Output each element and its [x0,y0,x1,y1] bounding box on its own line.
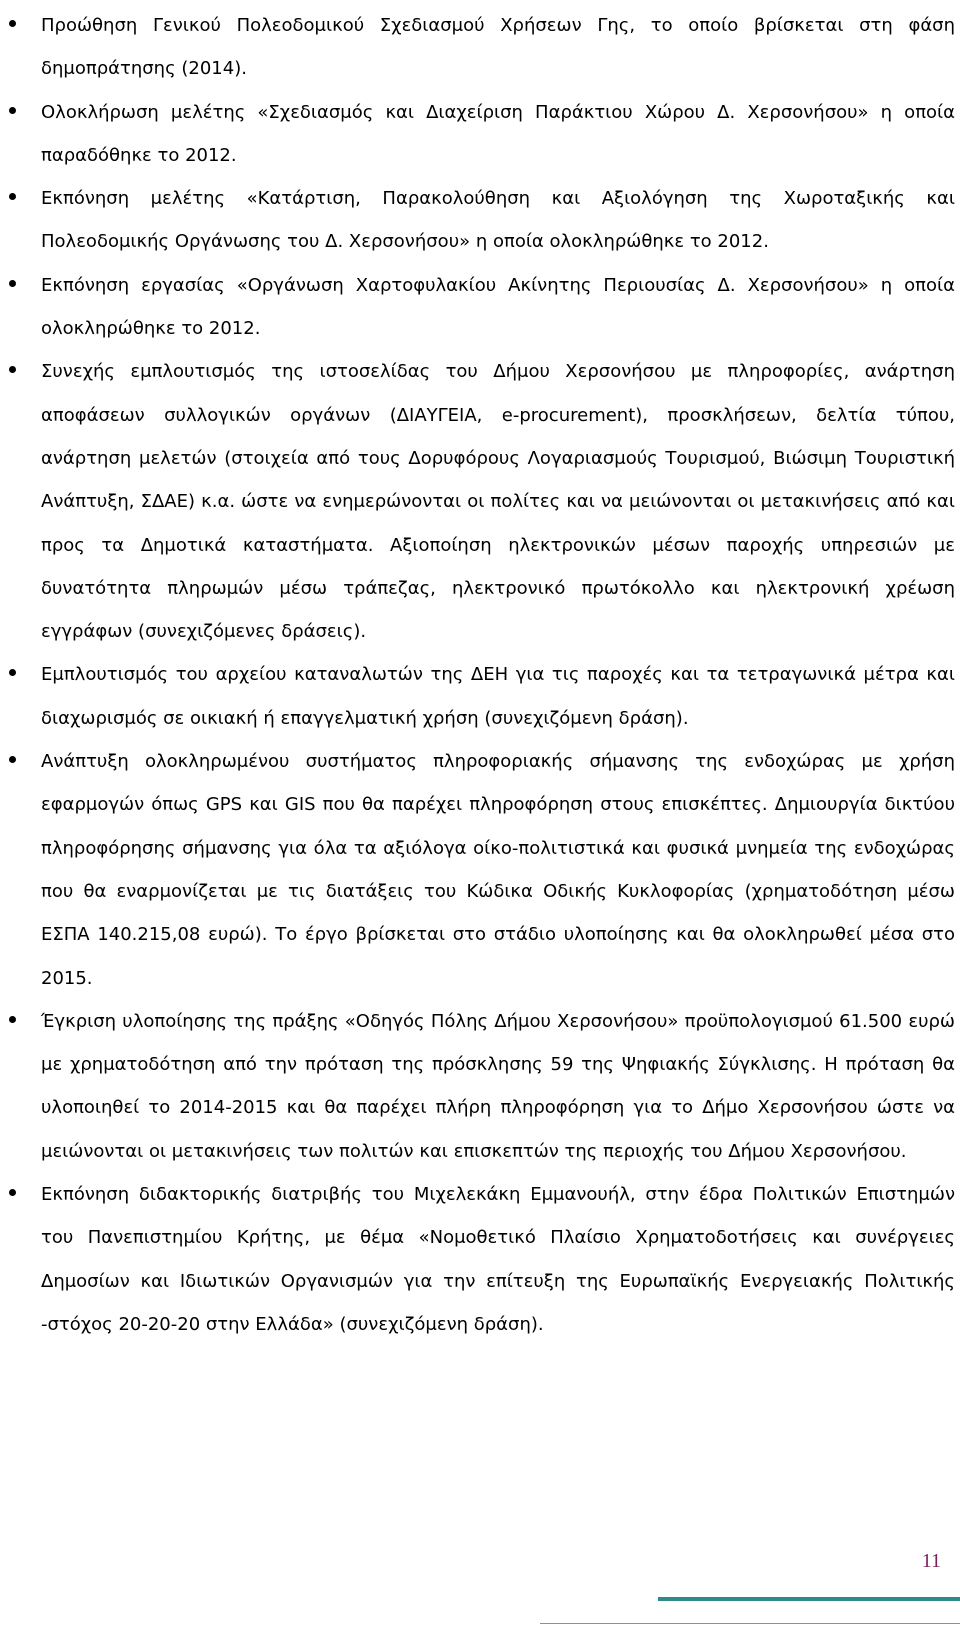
list-item-text: Εκπόνηση μελέτης «Κατάρτιση, Παρακολούθηση και Αξιολόγηση της Χωροταξικής και Πολεοδομικής Οργάνωσης του Δ. Χερσονήσου» η οποία ολοκληρώθηκε το 2012. [41,188,955,253]
bullet-list [0,4,960,1346]
bullet-icon [9,1016,16,1023]
bullet-icon [9,756,16,763]
list-item [0,1173,960,1346]
list-item-text: Προώθηση Γενικού Πολεοδομικού Σχεδιασμού Χρήσεων Γης, το οποίο βρίσκεται στη φάση δημοπράτησης (2014). [41,15,955,80]
list-item-text: Εμπλουτισμός του αρχείου καταναλωτών της ΔΕΗ για τις παροχές και τα τετραγωνικά μέτρα και διαχωρισμός σε οικιακή ή επαγγελματική χρήση (συνεχιζόμενη δράση). [41,664,955,729]
bullet-icon [9,280,16,287]
bullet-icon [9,107,16,114]
bullet-icon [9,20,16,27]
list-item [0,1000,960,1173]
list-item [0,4,960,91]
page-number: 11 [921,1550,941,1572]
list-item [0,177,960,264]
bullet-icon [9,669,16,676]
list-item-text: Εκπόνηση διδακτορικής διατριβής του Μιχελεκάκη Εμμανουήλ, στην έδρα Πολιτικών Επιστημών του Πανεπιστημίου Κρήτης, με θέμα «Νομοθετικό Πλαίσιο Χρηματοδοτήσεις και συνέργειες Δημοσίων και Ιδιωτικών Οργανισμών για την επίτευξη της Ευρωπαϊκής Ενεργειακής Πολιτικής -στόχος 20-20-20 στην Ελλάδα» (συνεχιζόμενη δράση). [41,1184,955,1335]
bullet-icon [9,1189,16,1196]
footer-divider [658,1597,960,1601]
list-item [0,350,960,653]
list-item [0,653,960,740]
list-item-text: Έγκριση υλοποίησης της πράξης «Οδηγός Πόλης Δήμου Χερσονήσου» προϋπολογισμού 61.500 ευρώ με χρηματοδότηση από την πρόταση της πρόσκλησης 59 της Ψηφιακής Σύγκλισης. Η πρόταση θα υλοποιηθεί το 2014-2015 και θα παρέχει πλήρη πληροφόρηση για το Δήμο Χερσονήσου ώστε να μειώνονται οι μετακινήσεις των πολιτών και επισκεπτών της περιοχής του Δήμου Χερσονήσου. [41,1010,955,1162]
list-item [0,740,960,1000]
list-item [0,264,960,351]
list-item [0,91,960,178]
list-item-text: Ανάπτυξη ολοκληρωμένου συστήματος πληροφοριακής σήμανσης της ενδοχώρας με χρήση εφαρμογών όπως GPS και GIS που θα παρέχει πληροφόρηση στους επισκέπτες. Δημιουργία δικτύου πληροφόρησης σήμανσης για όλα τα αξιόλογα οίκο-πολιτιστικά και φυσικά μνημεία της ενδοχώρας που θα εναρμονίζεται με τις διατάξεις του Κώδικα Οδικής Κυκλοφορίας (χρηματοδότηση μέσω ΕΣΠΑ 140.215,08 ευρώ). Το έργο βρίσκεται στο στάδιο υλοποίησης και θα ολοκληρωθεί μέσα στο 2015. [41,751,955,989]
bullet-icon [9,193,16,200]
bullet-icon [9,366,16,373]
footer-thin-divider [540,1623,960,1624]
list-item-text: Συνεχής εμπλουτισμός της ιστοσελίδας του Δήμου Χερσονήσου με πληροφορίες, ανάρτηση αποφάσεων συλλογικών οργάνων (ΔΙΑΥΓΕΙΑ, e-procurement), προσκλήσεων, δελτία τύπου, ανάρτηση μελετών (στοιχεία από τους Δορυφόρους Λογαριασμούς Τουρισμού, Βιώσιμη Τουριστική Ανάπτυξη, ΣΔΑΕ) κ.α. ώστε να ενημερώνονται οι πολίτες και να μειώνονται οι μετακινήσεις από και προς τα Δημοτικά καταστήματα. Αξιοποίηση ηλεκτρονικών μέσων παροχής υπηρεσιών με δυνατότητα πληρωμών μέσω τράπεζας, ηλεκτρονικό πρωτόκολλο και ηλεκτρονική χρέωση εγγράφων (συνεχιζόμενες δράσεις). [41,361,955,643]
list-item-text: Εκπόνηση εργασίας «Οργάνωση Χαρτοφυλακίου Ακίνητης Περιουσίας Δ. Χερσονήσου» η οποία ολοκληρώθηκε το 2012. [41,274,955,340]
list-item-text: Ολοκλήρωση μελέτης «Σχεδιασμός και Διαχείριση Παράκτιου Χώρου Δ. Χερσονήσου» η οποία παραδόθηκε το 2012. [41,101,955,166]
